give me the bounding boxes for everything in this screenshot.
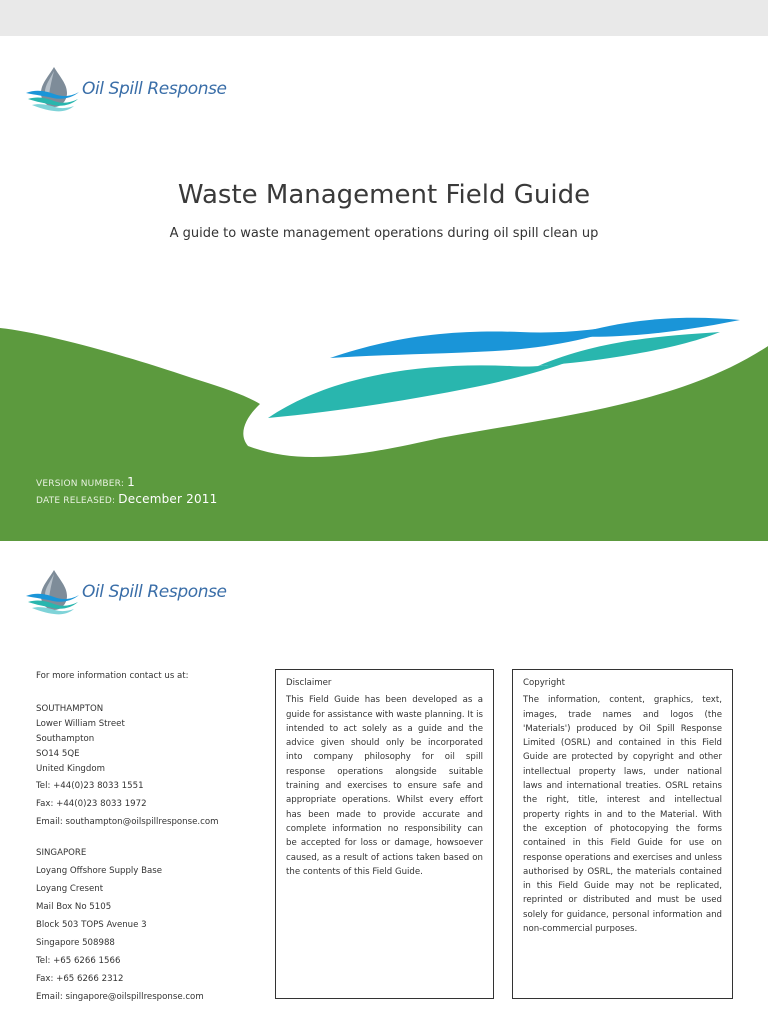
info-page (0, 541, 768, 1024)
address-line: United Kingdom (36, 764, 105, 774)
water-drop-wave-icon (24, 65, 80, 113)
address-line: Southampton (36, 734, 95, 744)
document-title: Waste Management Field Guide (177, 180, 591, 210)
cover-page (0, 36, 768, 541)
address-line: Singapore 508988 (36, 938, 115, 948)
copyright-heading: Copyright (523, 678, 565, 688)
fax-number: Fax: +65 6266 2312 (36, 974, 124, 984)
viewer-top-bar (0, 0, 768, 36)
brand-name: Oil Spill Response (82, 582, 227, 602)
disclaimer-heading: Disclaimer (286, 678, 332, 688)
disclaimer-box (275, 669, 494, 999)
copyright-box (512, 669, 733, 999)
brand-logo (24, 65, 227, 113)
email-link[interactable]: Email: southampton@oilspillresponse.com (36, 817, 219, 827)
phone-number: Tel: +44(0)23 8033 1551 (36, 781, 144, 791)
email-link[interactable]: Email: singapore@oilspillresponse.com (36, 992, 204, 1002)
phone-number: Tel: +65 6266 1566 (36, 956, 121, 966)
office-name-singapore: SINGAPORE (36, 848, 87, 858)
version-value: 1 (127, 475, 136, 489)
copyright-text: The information, content, graphics, text, images, trade names and logos (the 'Materials') produced by Oil Spill Response Limited (OSRL) and contained in this Field Guide are protected by copyright and other intellectual property laws, under national laws and international treaties. OSRL retains the right, title, interest and intellectual property rights in and to the Material. With the exception of photocopying the forms contained in this Field Guide for use on response operations and exercises and unless authorised by OSRL, the materials contained in this Field Guide may not be replicated, reprinted or distributed and must be used solely for guidance, personal information and non-commercial purposes. (523, 695, 722, 935)
version-info (36, 475, 217, 509)
disclaimer-text: This Field Guide has been developed as a guide for assistance with waste planning. It is intended to act solely as a guide and the advice given should only be incorporated into company philosophy for oil spill response operations alongside suitable training and exercises to ensure safe and appropriate operations. Whilst every effort has been made to provide accurate and complete information no responsibility can be accepted for loss or damage, howsoever caused, as a result of actions taken based on the contents of this Field Guide. (286, 695, 483, 877)
address-line: Loyang Cresent (36, 884, 104, 894)
address-line: Loyang Offshore Supply Base (36, 866, 163, 876)
water-drop-wave-icon (24, 568, 80, 616)
date-released-label: DATE RELEASED: (36, 496, 116, 506)
address-line: Block 503 TOPS Avenue 3 (36, 920, 147, 930)
document-subtitle: A guide to waste management operations during oil spill clean up (169, 226, 599, 241)
office-name-southampton: SOUTHAMPTON (36, 704, 104, 714)
version-label: VERSION NUMBER: (36, 479, 125, 489)
contact-details (36, 669, 218, 1006)
address-line: SO14 5QE (36, 749, 80, 759)
brand-name: Oil Spill Response (82, 79, 227, 99)
date-released-value: December 2011 (118, 492, 218, 506)
contact-intro: For more information contact us at: (36, 671, 189, 681)
fax-number: Fax: +44(0)23 8033 1972 (36, 799, 147, 809)
address-line: Lower William Street (36, 719, 125, 729)
brand-logo-secondary (24, 568, 227, 616)
address-line: Mail Box No 5105 (36, 902, 112, 912)
